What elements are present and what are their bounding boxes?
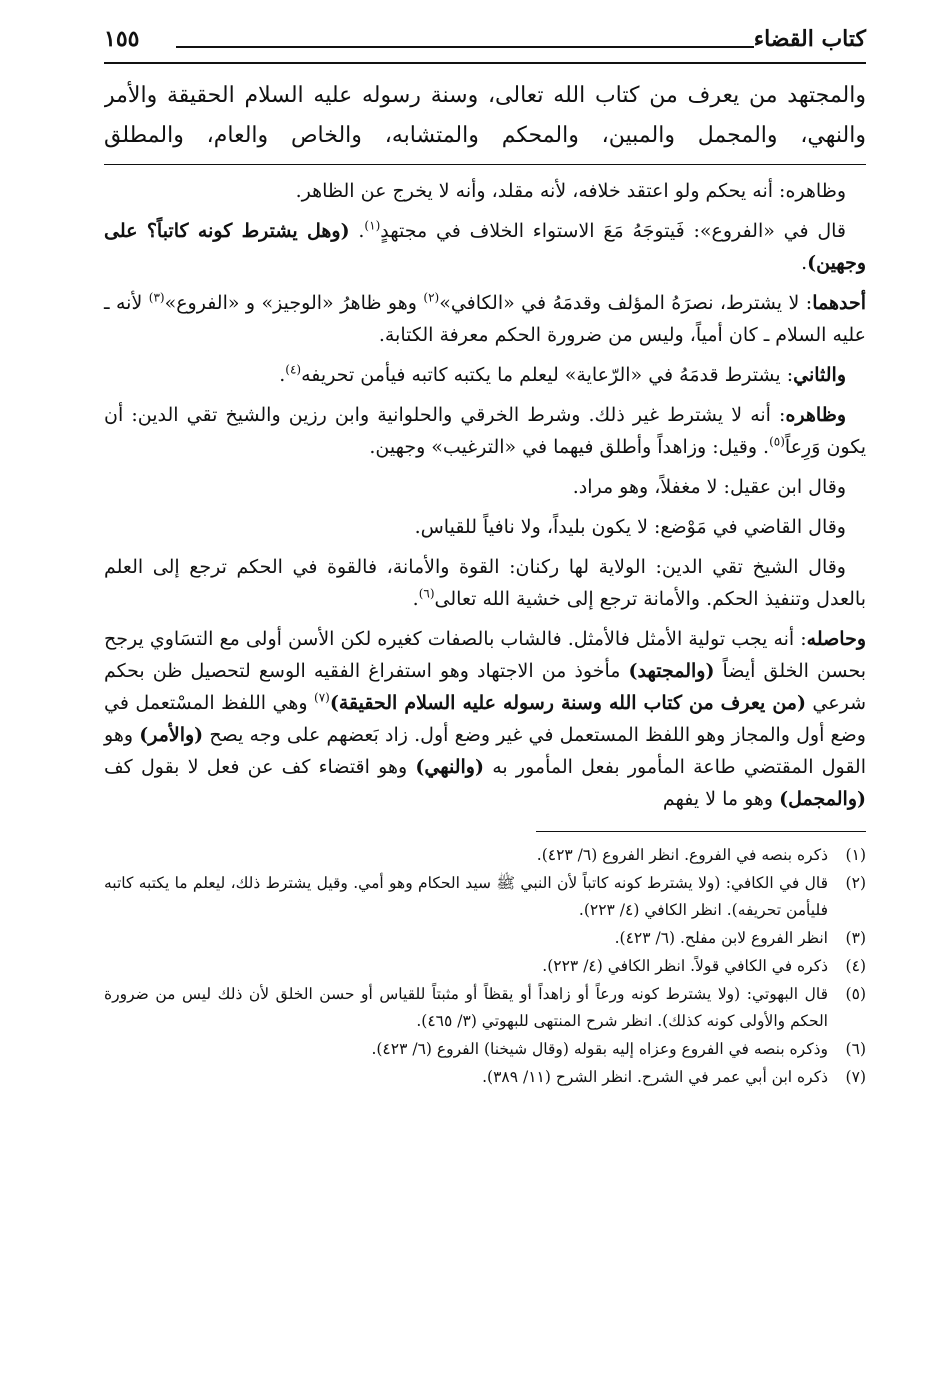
footnote-text: وذكره بنصه في الفروع وعزاه إليه بقوله (وقال شيخنا) الفروع (٦/ ٤٢٣). <box>371 1040 828 1058</box>
paragraph-4-bold: والثاني <box>793 364 846 386</box>
matn-text <box>104 76 866 165</box>
footnote-text: ذكره في الكافي قولاً. انظر الكافي (٤/ ٢٢٣). <box>542 957 828 975</box>
book-page <box>104 22 866 1352</box>
footnote-separator <box>536 831 866 832</box>
paragraph-9-bold-d: (والأمر) <box>139 724 204 746</box>
paragraph-2-text-b: . <box>358 220 365 242</box>
paragraph-9-text-e: وهو اقتضاء كف عن فعل لا بقول كف <box>104 756 416 778</box>
running-head-title: كتاب القضاء <box>753 26 866 52</box>
paragraph-1 <box>104 175 866 207</box>
header-rule <box>176 46 754 48</box>
paragraph-5-bold: وظاهره <box>785 404 846 426</box>
paragraph-9-text-f: وهو ما لا يفهم <box>662 788 780 810</box>
footnote-6 <box>104 1036 866 1063</box>
footnote-4 <box>104 953 866 980</box>
paragraph-6-text: وقال ابن عقيل: لا مغفلاً، وهو مراد. <box>572 476 846 498</box>
footnote-number: (٤) <box>845 957 866 975</box>
paragraph-9-bold-f: (والمجمل) <box>779 788 866 810</box>
footnote-text: ذكره بنصه في الفروع. انظر الفروع (٦/ ٤٢٣). <box>536 846 828 864</box>
footnotes <box>104 842 866 1091</box>
paragraph-9-bold-e: (والنهي) <box>415 756 484 778</box>
paragraph-5-text-a: : أنه لا يشترط غير ذلك. وشرط الخرقي والحلوانية وابن رزين والشيخ تقي الدين: أن يكون وَرِعاً <box>104 404 866 458</box>
paragraph-3-bold: أحدهما <box>812 292 866 314</box>
paragraph-9-bold-a: وحاصله <box>806 628 866 650</box>
footnote-3 <box>104 925 866 952</box>
footnote-ref-3[interactable]: (٣) <box>148 290 165 305</box>
paragraph-4-text-b: . <box>279 364 286 386</box>
footnote-text: انظر الفروع لابن مفلح. (٦/ ٤٢٣). <box>614 929 828 947</box>
paragraph-3 <box>104 287 866 351</box>
paragraph-7-text: وقال القاضي في مَوْضع: لا يكون بليداً، ولا نافياً للقياس. <box>414 516 846 538</box>
footnote-number: (٦) <box>845 1040 866 1058</box>
paragraph-5-text-b: . وقيل: وزاهداً وأطلق فيهما في «الترغيب» وجهين. <box>369 436 770 458</box>
paragraph-9-text-b: مأخوذ من الاجتهاد وهو استفراغ الفقيه الوسع لتحصيل ظن بحكم شرعي <box>104 660 866 714</box>
footnote-number: (٥) <box>845 985 866 1003</box>
paragraph-3-text-a: : لا يشترط، نصرَهُ المؤلف وقدمَهُ في «الكافي» <box>439 292 813 314</box>
commentary <box>104 175 866 815</box>
paragraph-9-bold-b: (والمجتهد) <box>628 660 715 682</box>
page-number: ١٥٥ <box>104 26 140 52</box>
footnote-ref-4[interactable]: (٤) <box>285 362 302 377</box>
paragraph-2-bold: (وهل يشترط كونه كاتباً؟ على وجهين) <box>104 220 866 274</box>
paragraph-9-bold-c: (من يعرف من كتاب الله وسنة رسوله عليه السلام الحقيقة) <box>329 692 806 714</box>
footnote-text: قال البهوتي: (ولا يشترط كونه ورعاً أو زاهداً أو يقظاً أو مثبتاً للقياس أو حسن الخلق لأن ذلك ليس من ضرورة الحكم والأولى كونه كذلك). انظر شرح المنتهى للبهوتي (٣/ ٤٦٥). <box>104 985 828 1030</box>
paragraph-3-text-b: وهو ظاهرُ «الوجيز» و «الفروع» <box>164 292 424 314</box>
paragraph-8-text-a: وقال الشيخ تقي الدين: الولاية لها ركنان: القوة والأمانة، فالقوة في الحكم ترجع إلى العلم بالعدل وتنفيذ الحكم. والأمانة ترجع إلى خشية الله تعالى <box>104 556 866 610</box>
paragraph-8-text-b: . <box>412 588 419 610</box>
paragraph-9-text-a: : أنه يجب تولية الأمثل فالأمثل. فالشاب بالصفات كغيره لكن الأسن أولى مع التسَاوي يرجح بحسن الخلق أيضاً <box>104 628 866 682</box>
paragraph-9-text-c: وهي اللفظ المسْتعمل في وضع أول والمجاز وهو اللفظ المستعمل في غير وضع أول. زاد بَعضهم على وجه يصح <box>104 692 866 746</box>
paragraph-7 <box>104 511 866 543</box>
matn-line-1: والمجتهد من يعرف من كتاب الله تعالى، وسنة رسوله عليه السلام الحقيقة والأمر <box>104 83 866 108</box>
paragraph-4 <box>104 359 866 391</box>
paragraph-9 <box>104 623 866 815</box>
footnote-number: (١) <box>845 846 866 864</box>
paragraph-2 <box>104 215 866 279</box>
footnote-7 <box>104 1064 866 1091</box>
footnote-5 <box>104 981 866 1035</box>
page-header <box>104 22 866 64</box>
footnote-text: قال في الكافي: (ولا يشترط كونه كاتباً لأن النبي ﷺ سيد الحكام وهو أمي. وقيل يشترط ذلك، ليعلم ما يكتبه كاتبه فليأمن تحريفه). انظر الكافي (٤/ ٢٢٣). <box>104 874 828 919</box>
paragraph-1-text: وظاهره: أنه يحكم ولو اعتقد خلافه، لأنه مقلد، وأنه لا يخرج عن الظاهر. <box>295 180 846 202</box>
footnote-2 <box>104 870 866 924</box>
paragraph-5 <box>104 399 866 463</box>
footnote-ref-5[interactable]: (٥) <box>769 434 785 449</box>
footnote-ref-2[interactable]: (٢) <box>423 290 440 305</box>
paragraph-6 <box>104 471 866 503</box>
paragraph-8 <box>104 551 866 615</box>
footnote-ref-7[interactable]: (٧) <box>314 690 330 705</box>
footnote-text: ذكره ابن أبي عمر في الشرح. انظر الشرح (١١/ ٣٨٩). <box>482 1068 828 1086</box>
footnote-number: (٣) <box>845 929 866 947</box>
paragraph-4-text-a: : يشترط قدمَهُ في «الرّعاية» ليعلم ما يكتبه كاتبه فيأمن تحريفه <box>301 364 794 386</box>
footnote-1 <box>104 842 866 869</box>
paragraph-9-text-d: وهو القول المقتضي طاعة المأمور بفعل المأمور به <box>104 724 867 778</box>
paragraph-2-text-c: . <box>801 252 808 274</box>
matn-line-2: والنهي، والمجمل والمبين، والمحكم والمتشابه، والخاص والعام، والمطلق <box>104 123 866 148</box>
footnote-ref-1[interactable]: (١) <box>364 218 381 233</box>
footnote-number: (٢) <box>845 874 866 892</box>
paragraph-3-text-c: لأنه ـ عليه السلام ـ كان أمياً، وليس من ضرورة الحكم معرفة الكتابة. <box>104 292 866 346</box>
footnote-number: (٧) <box>845 1068 866 1086</box>
footnote-ref-6[interactable]: (٦) <box>418 586 435 601</box>
paragraph-2-text-a: قال في «الفروع»: فَيتوجَهُ مَعَ الاستواء الخلاف في مجتهدٍ <box>380 220 847 242</box>
